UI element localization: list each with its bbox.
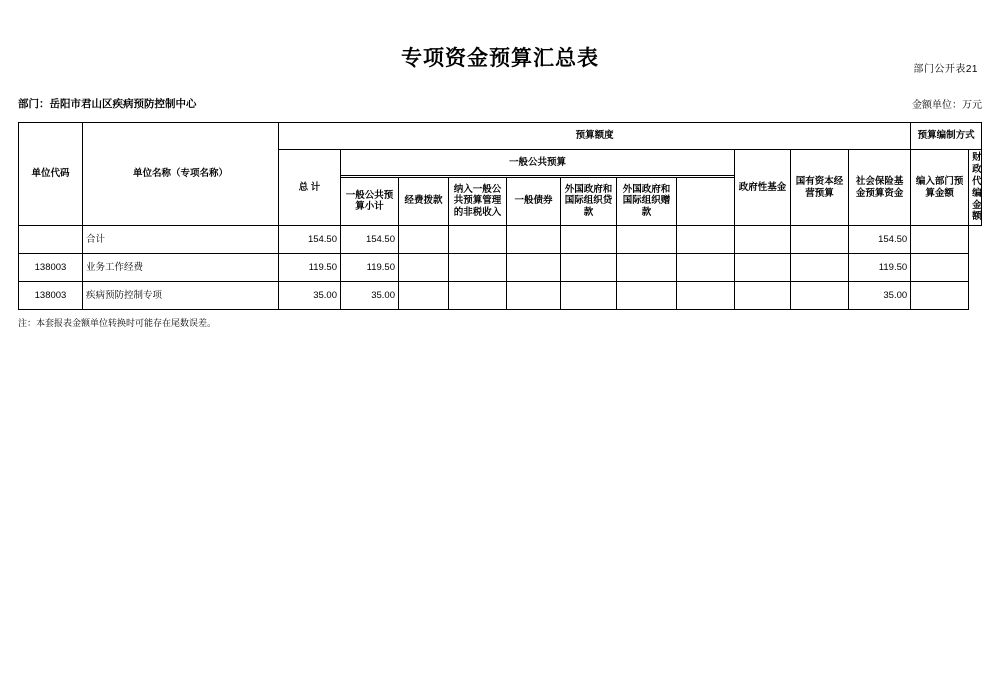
cell-foreign-gov-loan xyxy=(561,282,617,310)
th-finance-substitute: 财政代编金额 xyxy=(969,150,982,226)
cell-finance-substitute xyxy=(911,282,969,310)
cell-foreign-gov-loan xyxy=(561,226,617,254)
cell-general-bond xyxy=(507,282,561,310)
cell-unit-code: 138003 xyxy=(19,254,83,282)
page-title: 专项资金预算汇总表 xyxy=(401,47,599,70)
cell-total: 35.00 xyxy=(279,282,341,310)
th-gov-fund: 政府性基金 xyxy=(735,150,791,226)
cell-included-dept-budget: 119.50 xyxy=(849,254,911,282)
department-label: 部门： xyxy=(18,98,50,110)
cell-gov-fund xyxy=(677,282,735,310)
cell-gov-fund xyxy=(677,254,735,282)
cell-included-dept-budget: 35.00 xyxy=(849,282,911,310)
cell-social-insurance xyxy=(791,282,849,310)
table-row xyxy=(19,282,982,310)
cell-finance-substitute xyxy=(911,226,969,254)
cell-general-public-subtotal: 119.50 xyxy=(341,254,399,282)
cell-social-insurance xyxy=(791,226,849,254)
cell-state-capital xyxy=(735,254,791,282)
cell-total: 154.50 xyxy=(279,226,341,254)
th-appropriation: 经费拨款 xyxy=(399,177,449,226)
department-name: 岳阳市君山区疾病预防控制中心 xyxy=(49,98,197,110)
cell-included-dept-budget: 154.50 xyxy=(849,226,911,254)
cell-general-public-subtotal: 154.50 xyxy=(341,226,399,254)
th-general-public-budget: 一般公共预算 xyxy=(341,150,735,176)
cell-foreign-gov-grant xyxy=(617,226,677,254)
th-social-insurance: 社会保险基金预算资金 xyxy=(849,150,911,226)
table-row xyxy=(19,226,982,254)
th-foreign-gov-loan: 外国政府和国际组织贷款 xyxy=(561,177,617,226)
th-foreign-gov-grant: 外国政府和国际组织赠款 xyxy=(617,177,677,226)
cell-total: 119.50 xyxy=(279,254,341,282)
cell-unit-name: 业务工作经费 xyxy=(83,254,279,282)
th-non-tax-income: 纳入一般公共预算管理的非税收入 xyxy=(449,177,507,226)
th-unit-name: 单位名称（专项名称） xyxy=(83,123,279,226)
th-budget-amount: 预算额度 xyxy=(279,123,911,150)
cell-general-bond xyxy=(507,254,561,282)
cell-unit-code: 138003 xyxy=(19,282,83,310)
th-general-bond: 一般债券 xyxy=(507,177,561,226)
table-row xyxy=(19,254,982,282)
th-general-public-subtotal: 一般公共预算小计 xyxy=(341,177,399,226)
cell-foreign-gov-grant xyxy=(617,254,677,282)
cell-non-tax-income xyxy=(449,226,507,254)
cell-foreign-gov-grant xyxy=(617,282,677,310)
cell-unit-code xyxy=(19,226,83,254)
cell-general-public-subtotal: 35.00 xyxy=(341,282,399,310)
cell-appropriation xyxy=(399,254,449,282)
amount-unit-note: 金额单位：万元 xyxy=(912,100,982,111)
department-info xyxy=(18,96,197,111)
table-footnote: 注：本套报表金额单位转换时可能存在尾数误差。 xyxy=(18,318,217,329)
budget-table xyxy=(18,122,982,310)
cell-state-capital xyxy=(735,226,791,254)
cell-unit-name: 疾病预防控制专项 xyxy=(83,282,279,310)
cell-non-tax-income xyxy=(449,282,507,310)
cell-unit-name: 合计 xyxy=(83,226,279,254)
cell-foreign-gov-loan xyxy=(561,254,617,282)
header-row-1 xyxy=(19,123,982,150)
th-budget-method: 预算编制方式 xyxy=(911,123,982,150)
th-unit-code: 单位代码 xyxy=(19,123,83,226)
cell-appropriation xyxy=(399,282,449,310)
table-header xyxy=(19,123,982,226)
th-total: 总 计 xyxy=(279,150,341,226)
cell-non-tax-income xyxy=(449,254,507,282)
th-state-capital: 国有资本经营预算 xyxy=(791,150,849,226)
document-code: 部门公开表21 xyxy=(913,64,978,75)
document-page xyxy=(0,42,1000,677)
cell-appropriation xyxy=(399,226,449,254)
cell-social-insurance xyxy=(791,254,849,282)
cell-state-capital xyxy=(735,282,791,310)
meta-row xyxy=(0,96,1000,112)
th-general-public-pad xyxy=(677,177,735,226)
cell-general-bond xyxy=(507,226,561,254)
cell-gov-fund xyxy=(677,226,735,254)
cell-finance-substitute xyxy=(911,254,969,282)
table-body xyxy=(19,226,982,310)
th-included-dept-budget: 编入部门预算金额 xyxy=(911,150,969,226)
